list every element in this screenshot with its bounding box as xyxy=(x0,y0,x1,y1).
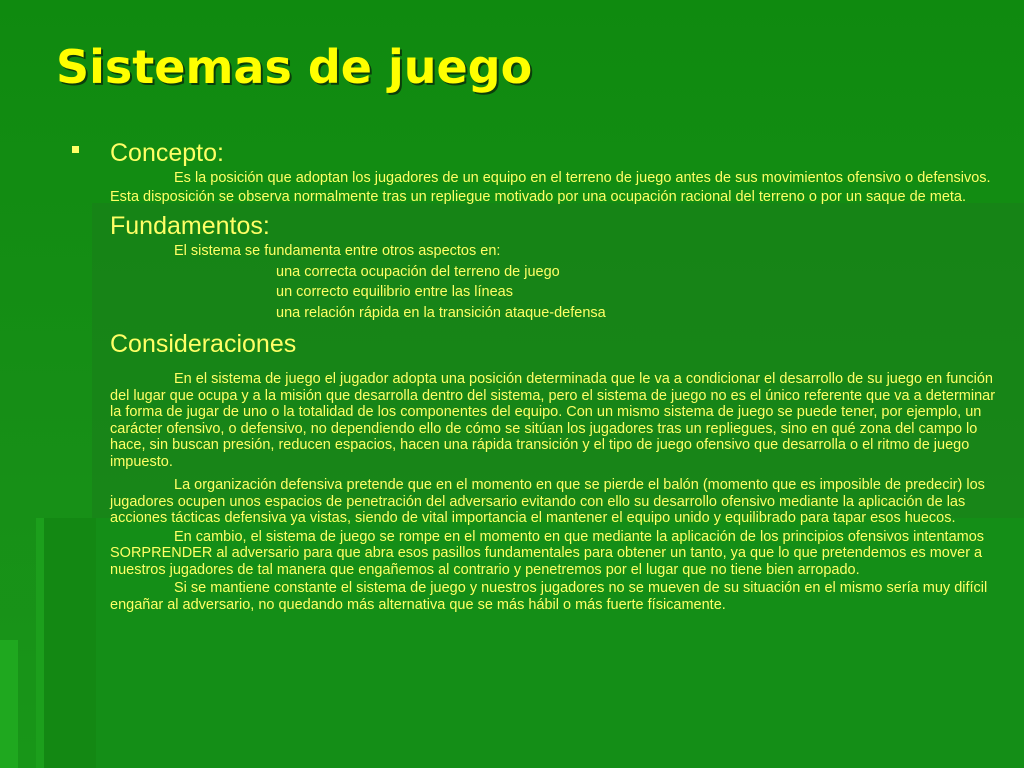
concepto-paragraph: Es la posición que adoptan los jugadores de un equipo en el terreno de juego antes de sus movimientos ofensivo o defensivos. xyxy=(174,170,991,186)
section-consideraciones xyxy=(110,329,998,613)
concepto-paragraph: Esta disposición se observa normalmente tras un repliegue motivado por una ocupación racional del terreno o por un saque de meta. xyxy=(110,188,967,205)
decorative-stripe xyxy=(0,640,18,768)
heading-fundamentos: Fundamentos: xyxy=(110,212,270,240)
fundamentos-item: una relación rápida en la transición ataque-defensa xyxy=(276,304,606,321)
fundamentos-item: un correcto equilibrio entre las líneas xyxy=(276,284,513,300)
square-bullet-icon xyxy=(72,146,79,153)
consideraciones-paragraph: La organización defensiva pretende que en el momento en que se pierde el balón (momento que es imposible de predecir) los jugadores ocupen unos espacios de penetración del adversario evitando con ello su desarrollo ofensivo mediante la aplicación de las acciones tácticas defensiva ya vistas, siendo de vital importancia el mantener el equipo unido y equilibrado para tapar esos huecos. xyxy=(110,477,985,526)
section-fundamentos xyxy=(110,211,998,321)
fundamentos-item: una correcta ocupación del terreno de juego xyxy=(276,263,560,280)
decorative-stripe xyxy=(36,518,44,768)
consideraciones-paragraph: Si se mantiene constante el sistema de juego y nuestros jugadores no se mueven de su situación en el mismo sería muy difícil engañar al adversario, no quedando más alternativa que se más hábil o más fuerte físicamente. xyxy=(110,580,988,613)
consideraciones-paragraph: En cambio, el sistema de juego se rompe en el momento en que mediante la aplicación de los principios ofensivos intentamos SORPRENDER al adversario para que abra esos pasillos fundamentales para obtener un tanto, ya que lo que pretendemos es mover a nuestros jugadores de tal manera que engañemos al contrario y penetremos por el lugar que no tiene bien arropado. xyxy=(110,528,985,578)
fundamentos-intro: El sistema se fundamenta entre otros aspectos en: xyxy=(174,243,501,259)
slide-title: Sistemas de juego xyxy=(56,40,533,94)
heading-consideraciones: Consideraciones xyxy=(110,330,297,358)
slide-body xyxy=(68,138,998,613)
section-concepto xyxy=(110,138,998,205)
heading-concepto: Concepto: xyxy=(110,139,224,167)
consideraciones-paragraph: En el sistema de juego el jugador adopta una posición determinada que le va a condicionar el desarrollo de su juego en función del lugar que ocupa y a la misión que desarrolla dentro del sistema, pero el sistema de juego no es el único referente que va a determinar la forma de jugar de uno o la totalidad de los componentes del equipo. Con un mismo sistema de juego se puede tener, por ejemplo, un carácter ofensivo, o defensivo, no dependiendo ello de cómo se sitúan los jugadores tras un repliegues, sino en qué zona del campo lo hace, sin buscan presión, reducen espacios, hacen una rápida transición y el tipo de juego ofensivo que desarrolla o el ritmo de juego impuesto. xyxy=(110,371,996,470)
